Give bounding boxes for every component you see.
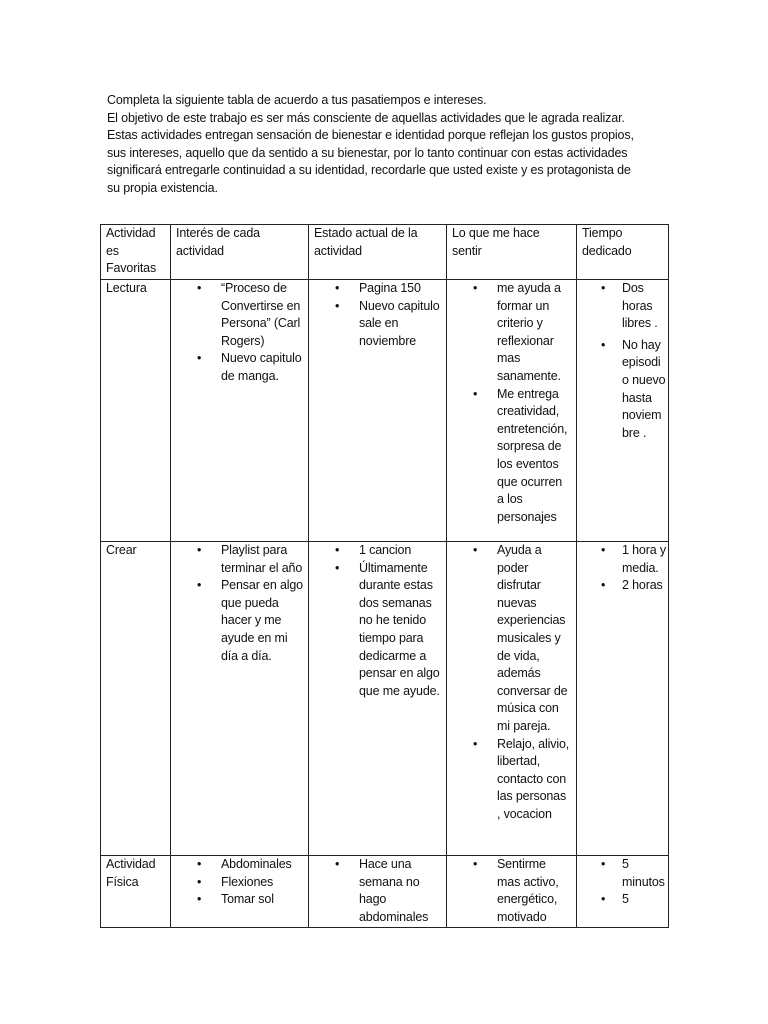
header-cell: Tiempo dedicado bbox=[577, 225, 669, 280]
tiempo-cell bbox=[577, 280, 669, 542]
activity-cell: Actividad Física bbox=[101, 856, 171, 928]
instruction-line: sus intereses, aquello que da sentido a su bienestar, por lo tanto continuar con estas actividades bbox=[107, 145, 628, 160]
list-item: • Nuevo capitulo de manga. bbox=[221, 350, 303, 385]
sentir-cell bbox=[447, 280, 577, 542]
list-item: • Hace una semana no hago abdominales bbox=[359, 856, 441, 926]
list-item: • Sentirme mas activo, energético, motivado bbox=[497, 856, 571, 926]
list-item: • No hay episodio nuevo hasta noviembre . bbox=[622, 337, 666, 443]
list-item: • Pagina 150 bbox=[359, 280, 441, 298]
estado-cell bbox=[309, 280, 447, 542]
list-item: • Últimamente durante estas dos semanas no he tenido tiempo para dedicarme a pensar en algo que me ayude. bbox=[359, 560, 441, 701]
list-item: • 5 bbox=[622, 891, 666, 909]
header-cell: Actividad es Favoritas bbox=[101, 225, 171, 280]
list-item: • Me entrega creatividad, entretención, sorpresa de los eventos que ocurren a los personajes bbox=[497, 386, 571, 527]
instruction-line: Estas actividades entregan sensación de bienestar e identidad porque reflejan los gustos propios, bbox=[107, 128, 634, 143]
interes-cell bbox=[171, 280, 309, 542]
sentir-cell bbox=[447, 856, 577, 928]
list-item: • Ayuda a poder disfrutar nuevas experiencias musicales y de vida, además conversar de música con mi pareja. bbox=[497, 542, 571, 736]
table-header-row bbox=[101, 225, 669, 280]
tiempo-cell bbox=[577, 542, 669, 856]
list-item: • Dos horas libres . bbox=[622, 280, 666, 333]
activity-cell: Crear bbox=[101, 542, 171, 856]
instruction-line: su propia existencia. bbox=[107, 180, 218, 195]
list-item: • Nuevo capitulo sale en noviembre bbox=[359, 298, 441, 351]
list-item: • 5 minutos bbox=[622, 856, 666, 891]
sentir-cell bbox=[447, 542, 577, 856]
list-item: • 1 hora y media. bbox=[622, 542, 666, 577]
activity-cell: Lectura bbox=[101, 280, 171, 542]
estado-cell bbox=[309, 542, 447, 856]
list-item: • me ayuda a formar un criterio y reflexionar mas sanamente. bbox=[497, 280, 571, 386]
interes-cell bbox=[171, 542, 309, 856]
list-item: • 1 cancion bbox=[359, 542, 441, 560]
table-row bbox=[101, 542, 669, 856]
list-item: • “Proceso de Convertirse en Persona” (Carl Rogers) bbox=[221, 280, 303, 350]
list-item: • Pensar en algo que pueda hacer y me ayude en mi día a día. bbox=[221, 577, 303, 665]
list-item: • Tomar sol bbox=[221, 891, 303, 909]
header-cell: Estado actual de la actividad bbox=[309, 225, 447, 280]
header-cell: Lo que me hace sentir bbox=[447, 225, 577, 280]
list-item: • Relajo, alivio, libertad, contacto con las personas , vocacion bbox=[497, 736, 571, 824]
list-item: • Flexiones bbox=[221, 874, 303, 892]
list-item: • Playlist para terminar el año bbox=[221, 542, 303, 577]
instruction-line: El objetivo de este trabajo es ser más consciente de aquellas actividades que le agrada realizar. bbox=[107, 110, 625, 125]
estado-cell bbox=[309, 856, 447, 928]
header-cell: Interés de cada actividad bbox=[171, 225, 309, 280]
list-item: • Abdominales bbox=[221, 856, 303, 874]
instruction-line: Completa la siguiente tabla de acuerdo a tus pasatiempos e intereses. bbox=[107, 93, 487, 107]
tiempo-cell bbox=[577, 856, 669, 928]
interes-cell bbox=[171, 856, 309, 928]
instructions-text bbox=[107, 92, 667, 198]
instruction-line: significará entregarle continuidad a su identidad, recordarle que usted existe y es protagonista de bbox=[107, 163, 631, 178]
table-row bbox=[101, 280, 669, 542]
activities-table bbox=[100, 224, 669, 928]
list-item: • 2 horas bbox=[622, 577, 666, 595]
table-row bbox=[101, 856, 669, 928]
